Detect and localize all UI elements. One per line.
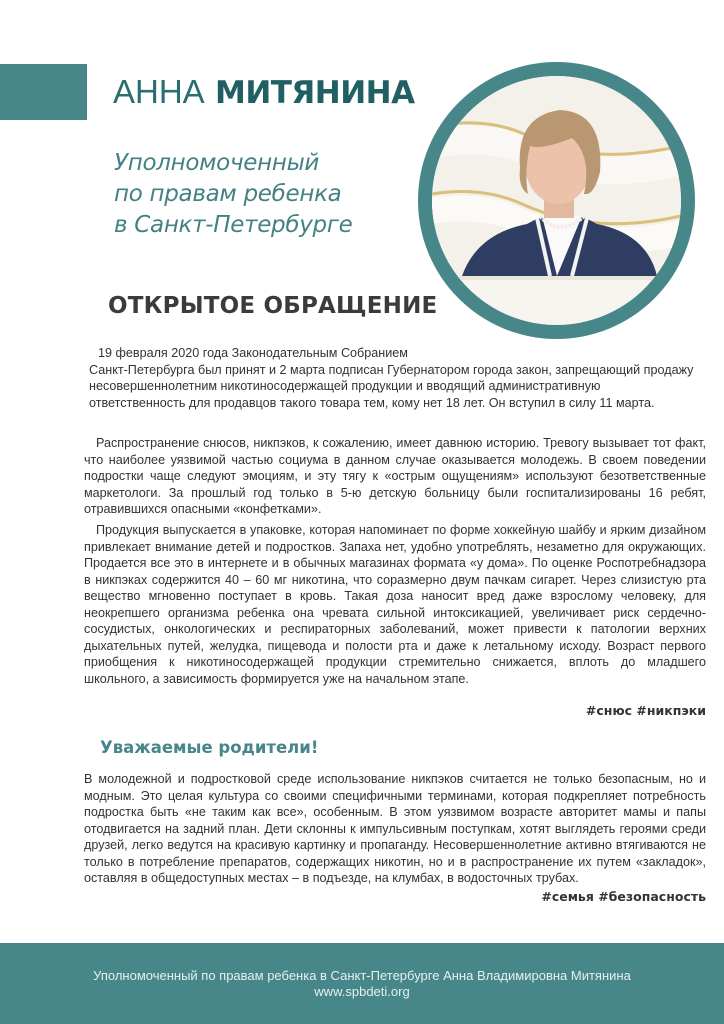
intro-line: ответственность для продавцов такого товара тем, кому нет 18 лет. Он вступил в силу 11 марта. bbox=[89, 395, 655, 410]
subtitle-line: в Санкт-Петербурге bbox=[114, 212, 353, 238]
first-name: АННА bbox=[113, 73, 205, 110]
intro-line: несовершеннолетним никотиносодержащей продукции и вводящий административную bbox=[89, 379, 601, 393]
intro-line: Санкт-Петербурга был принят и 2 марта подписан Губернатором города закон, запрещающий продажу bbox=[89, 362, 694, 377]
hashtags-family: #семья #безопасность bbox=[541, 889, 706, 904]
paragraph-parents: В молодежной и подростковой среде использование никпэков считается не только безопасным, но и модным. Это целая культура со своими специфичными терминами, которая подкрепляет потребность подростка быть «не таким как все», особенным. В этом уязвимом возрасте авторитет мамы и папы отодвигается на задний план. Дети склонны к импульсивным поступкам, хотят выглядеть героями среди друзей, легко ведутся на красивую картинку и пропаганду. Несовершеннолетние активно втягиваются не только в потребление препаратов, содержащих никотин, но и в распространение их путем «закладок», оставляя в общедоступных местах – в подъезде, на клумбах, в водосточных трубах. bbox=[84, 772, 706, 885]
intro-paragraph bbox=[89, 345, 709, 411]
position-subtitle bbox=[114, 148, 352, 241]
accent-block bbox=[0, 64, 87, 120]
portrait-photo bbox=[432, 76, 681, 325]
paragraph-product-danger: Продукция выпускается в упаковке, которая напоминает по форме хоккейную шайбу и ярким дизайном привлекает внимание детей и подростков. Запаха нет, удобно употреблять, незаметно для окружающих. Продается все это в интернете и в обычных магазинах формата «у дома». По оценке Роспотребнадзора в никпэках содержится 40 – 60 мг никотина, что соразмерно двум пачкам сигарет. Через слизистую рта вещество мгновенно поступает в кровь. Такая доза наносит вред даже взрослому человеку, для неокрепшего организма ребенка она чревата сильной интоксикацией, увеличивает риск сердечно-сосудистых, онкологических и респираторных заболеваний, может привести к патологии верхних дыхательных путей, желудка, пищевода и полости рта и даже к летальному исходу. Возраст первого приобщения к никотиносодержащей продукции стремительно снижается, вплоть до младшего школьного, а зависимость формируется уже на начальном этапе. bbox=[84, 523, 706, 686]
parents-heading: Уважаемые родители! bbox=[100, 738, 319, 757]
name-title bbox=[113, 72, 415, 113]
open-letter-title: ОТКРЫТОЕ ОБРАЩЕНИЕ bbox=[108, 293, 438, 319]
hashtags-snus: #снюс #никпэки bbox=[585, 703, 706, 718]
last-name: МИТЯНИНА bbox=[214, 75, 415, 111]
footer bbox=[0, 943, 724, 1024]
subtitle-line: Уполномоченный bbox=[114, 150, 320, 176]
paragraph-snus-history: Распространение снюсов, никпэков, к сожалению, имеет давнюю историю. Тревогу вызывает тот факт, что наиболее уязвимой частью социума в данном случае оказывается молодежь. В своем поведении подростки чаще следуют эмоциям, и эту тягу к «острым ощущениям» используют безответственные маркетологи. За прошлый год только в 5-ю детскую больницу были госпитализированы 16 ребят, отравившихся опасными «конфетками». bbox=[84, 436, 706, 516]
footer-website-link[interactable]: www.spbdeti.org bbox=[314, 984, 410, 999]
portrait-illustration bbox=[432, 76, 681, 325]
portrait-frame bbox=[418, 62, 695, 339]
intro-line: 19 февраля 2020 года Законодательным Собранием bbox=[98, 346, 408, 360]
footer-credit: Уполномоченный по правам ребенка в Санкт-Петербурге Анна Владимировна Митянина bbox=[93, 968, 631, 983]
subtitle-line: по правам ребенка bbox=[114, 181, 342, 207]
